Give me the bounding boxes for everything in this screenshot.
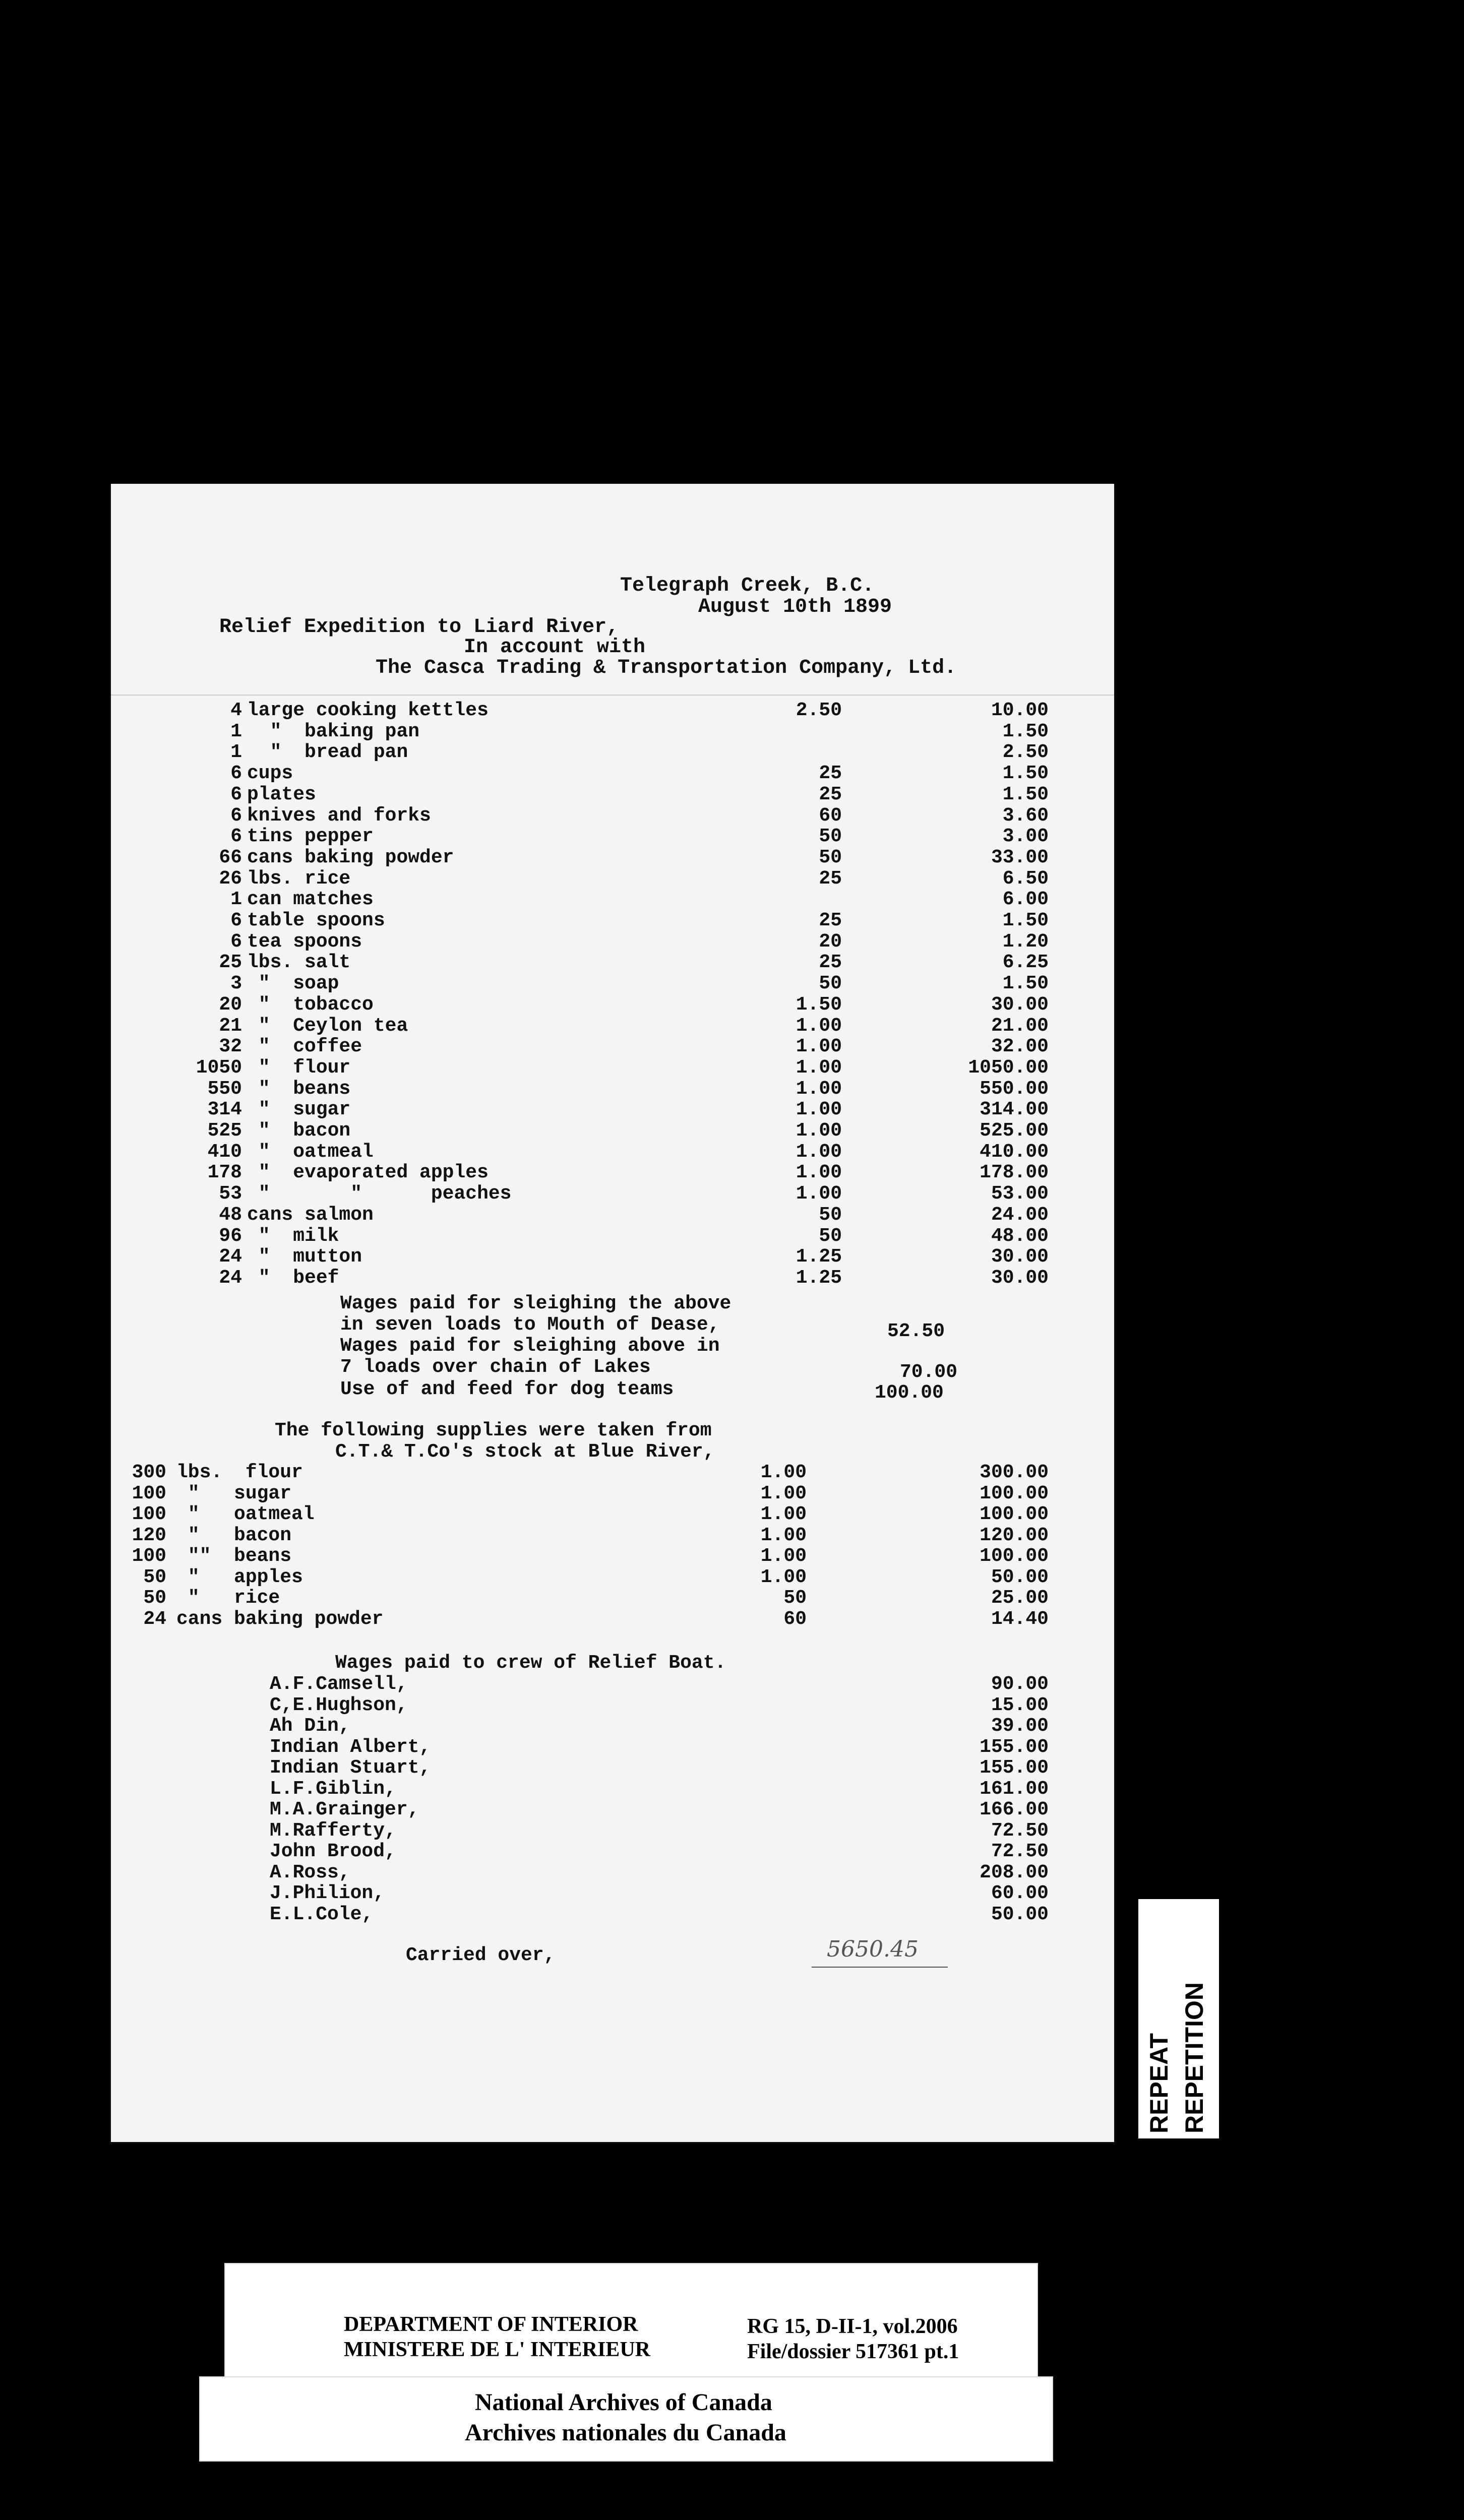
item-qty: 48 (219, 1204, 242, 1226)
list-item (111, 784, 1114, 805)
archives-en: National Archives of Canada (475, 2389, 772, 2416)
list-item (111, 1566, 1114, 1588)
crew-row (111, 1820, 1114, 1841)
crew-name: E.L.Cole, (270, 1903, 374, 1925)
item-amt: 1050.00 (968, 1056, 1049, 1079)
crew-row (111, 1799, 1114, 1820)
item-amt: 1.50 (1002, 973, 1049, 995)
list-item (111, 1141, 1114, 1162)
crew-row (111, 1694, 1114, 1716)
crew-amount: 15.00 (991, 1694, 1049, 1716)
crew-amount: 166.00 (980, 1799, 1049, 1820)
item-amt: 1.20 (1002, 930, 1049, 953)
item-desc: " sugar (176, 1482, 292, 1504)
archive-label-top (224, 2263, 1038, 2383)
item-desc: " Ceylon tea (247, 1015, 408, 1037)
crew-name: John Brood, (270, 1841, 396, 1862)
item-qty: 550 (207, 1078, 242, 1100)
item-amt: 550.00 (980, 1078, 1049, 1100)
crew-name: Indian Stuart, (270, 1757, 431, 1779)
item-desc: " apples (176, 1566, 303, 1588)
handwritten-total: 5650.45 (827, 1936, 919, 1962)
item-desc: "" beans (176, 1545, 292, 1567)
item-qty: 24 (219, 1246, 242, 1268)
crew-row (111, 1778, 1114, 1799)
item-qty: 6 (230, 910, 242, 931)
item-qty: 96 (219, 1225, 242, 1247)
item-desc: can matches (247, 889, 374, 911)
item-qty: 1 (230, 741, 242, 764)
item-amt: 525.00 (980, 1120, 1049, 1142)
list-item (111, 1503, 1114, 1525)
item-amt: 30.00 (991, 1246, 1049, 1268)
item-amt: 1.50 (1002, 910, 1049, 931)
item-desc: " bread pan (247, 741, 408, 764)
item-qty: 24 (219, 1267, 242, 1289)
item-desc: lbs. rice (247, 867, 351, 890)
list-item (111, 1204, 1114, 1225)
item-qty: 25 (219, 952, 242, 974)
item-qty: 120 (132, 1524, 166, 1546)
wages-line5: Use of and feed for dog teams (340, 1378, 674, 1400)
list-item (111, 763, 1114, 784)
item-qty: 4 (230, 700, 242, 721)
item-price: 2.50 (796, 700, 842, 721)
crew-amount: 39.00 (991, 1715, 1049, 1737)
item-desc: " evaporated apples (247, 1162, 489, 1184)
list-item (111, 741, 1114, 763)
crew-amount: 90.00 (991, 1673, 1049, 1695)
item-price: 1.00 (796, 1078, 842, 1100)
list-item (111, 1246, 1114, 1267)
item-qty: 314 (207, 1099, 242, 1121)
item-qty: 24 (143, 1608, 166, 1630)
item-amt: 6.25 (1002, 952, 1049, 974)
item-qty: 300 (132, 1462, 166, 1483)
item-price: 50 (783, 1587, 807, 1609)
wages-line1: Wages paid for sleighing the above (340, 1293, 731, 1314)
crew-amount: 72.50 (991, 1841, 1049, 1862)
item-desc: tea spoons (247, 930, 362, 953)
item-amt: 3.60 (1002, 804, 1049, 827)
item-price: 1.00 (760, 1462, 807, 1483)
wages-line4: 7 loads over chain of Lakes (340, 1356, 651, 1378)
crew-row (111, 1673, 1114, 1694)
list-item (111, 994, 1114, 1015)
crew-name: L.F.Giblin, (270, 1778, 396, 1800)
list-item (111, 1462, 1114, 1483)
item-qty: 410 (207, 1141, 242, 1163)
header-account: In account with (464, 636, 646, 659)
item-amt: 300.00 (980, 1462, 1049, 1483)
item-amt: 10.00 (991, 700, 1049, 721)
item-qty: 21 (219, 1015, 242, 1037)
list-item (111, 700, 1114, 721)
item-desc: cans salmon (247, 1204, 374, 1226)
crew-title: Wages paid to crew of Relief Boat. (335, 1652, 726, 1674)
item-desc: " soap (247, 973, 339, 995)
item-qty: 100 (132, 1545, 166, 1567)
crew-row (111, 1882, 1114, 1904)
item-desc: " rice (176, 1587, 280, 1609)
header-divider (111, 695, 1114, 696)
item-desc: " tobacco (247, 993, 374, 1016)
item-price: 1.00 (760, 1503, 807, 1525)
list-item (111, 1099, 1114, 1120)
wages-line2: in seven loads to Mouth of Dease, (340, 1314, 720, 1336)
item-price: 25 (819, 783, 842, 805)
list-item (111, 826, 1114, 847)
item-qty: 3 (230, 973, 242, 995)
header-to: Relief Expedition to Liard River, (219, 616, 619, 639)
list-item (111, 1162, 1114, 1183)
header-company: The Casca Trading & Transportation Company, Ltd. (376, 657, 957, 679)
dept-fr: MINISTERE DE L' INTERIEUR (344, 2338, 650, 2361)
item-desc: table spoons (247, 910, 385, 931)
item-price: 1.00 (796, 1099, 842, 1121)
item-desc: lbs. salt (247, 952, 351, 974)
item-qty: 32 (219, 1036, 242, 1058)
item-desc: large cooking kettles (247, 700, 489, 721)
item-desc: cans baking powder (247, 846, 454, 868)
item-amt: 100.00 (980, 1545, 1049, 1567)
item-desc: " beef (247, 1267, 339, 1289)
item-amt: 100.00 (980, 1503, 1049, 1525)
list-item (111, 931, 1114, 952)
crew-amount: 72.50 (991, 1819, 1049, 1842)
item-desc: lbs. flour (176, 1462, 303, 1483)
item-amt: 14.40 (991, 1608, 1049, 1630)
item-qty: 50 (143, 1566, 166, 1588)
item-price: 1.00 (760, 1482, 807, 1504)
wages-amount1: 52.50 (887, 1320, 945, 1342)
item-price: 1.00 (796, 1056, 842, 1079)
crew-name: M.Rafferty, (270, 1819, 396, 1842)
crew-row (111, 1862, 1114, 1883)
header-date: August 10th 1899 (698, 596, 892, 618)
list-item (111, 973, 1114, 994)
list-item (111, 1483, 1114, 1504)
item-qty: 1 (230, 720, 242, 742)
item-desc: " oatmeal (176, 1503, 315, 1525)
crew-row (111, 1736, 1114, 1757)
item-price: 1.00 (796, 1141, 842, 1163)
item-desc: " flour (247, 1056, 351, 1079)
list-item (111, 1120, 1114, 1141)
item-qty: 6 (230, 783, 242, 805)
stamp-repeat: REPEAT (1145, 2033, 1173, 2133)
item-price: 1.00 (796, 1015, 842, 1037)
item-qty: 6 (230, 826, 242, 848)
dept-en: DEPARTMENT OF INTERIOR (344, 2313, 638, 2336)
crew-name: Indian Albert, (270, 1736, 431, 1758)
crew-name: A.Ross, (270, 1861, 350, 1883)
item-amt: 32.00 (991, 1036, 1049, 1058)
item-price: 20 (819, 930, 842, 953)
item-amt: 1.50 (1002, 783, 1049, 805)
item-amt: 6.00 (1002, 889, 1049, 911)
list-item (111, 1225, 1114, 1246)
list-item (111, 1587, 1114, 1608)
item-desc: plates (247, 783, 316, 805)
item-qty: 178 (207, 1162, 242, 1184)
item-price: 1.00 (760, 1566, 807, 1588)
item-qty: 66 (219, 846, 242, 868)
crew-amount: 50.00 (991, 1903, 1049, 1925)
item-price: 25 (819, 952, 842, 974)
stamp-repetition: REPETITION (1180, 1982, 1208, 2133)
item-amt: 30.00 (991, 1267, 1049, 1289)
item-desc: cups (247, 763, 293, 785)
crew-amount: 155.00 (980, 1736, 1049, 1758)
list-item (111, 721, 1114, 742)
item-qty: 525 (207, 1120, 242, 1142)
item-desc: " mutton (247, 1246, 362, 1268)
list-item (111, 805, 1114, 826)
wages-line3: Wages paid for sleighing above in (340, 1335, 720, 1357)
wages-amount2: 70.00 (900, 1361, 958, 1383)
list-item (111, 952, 1114, 973)
list-item (111, 1183, 1114, 1204)
blue-river-intro2: C.T.& T.Co's stock at Blue River, (335, 1441, 715, 1463)
crew-name: M.A.Grainger, (270, 1799, 419, 1820)
list-item (111, 868, 1114, 889)
item-qty: 53 (219, 1183, 242, 1205)
item-amt: 178.00 (980, 1162, 1049, 1184)
crew-amount: 161.00 (980, 1778, 1049, 1800)
list-item (111, 1608, 1114, 1629)
crew-amount: 60.00 (991, 1882, 1049, 1904)
item-price: 1.25 (796, 1267, 842, 1289)
list-item (111, 889, 1114, 910)
document-page (111, 484, 1114, 2142)
list-item (111, 1267, 1114, 1288)
item-qty: 6 (230, 930, 242, 953)
item-amt: 24.00 (991, 1204, 1049, 1226)
item-desc: knives and forks (247, 804, 431, 827)
item-desc: " " peaches (247, 1183, 512, 1205)
crew-row (111, 1841, 1114, 1862)
item-price: 50 (819, 826, 842, 848)
item-qty: 1 (230, 889, 242, 911)
archive-label-bottom (199, 2376, 1053, 2462)
crew-row (111, 1757, 1114, 1778)
crew-name: J.Philion, (270, 1882, 385, 1904)
item-price: 50 (819, 846, 842, 868)
item-amt: 53.00 (991, 1183, 1049, 1205)
crew-name: Ah Din, (270, 1715, 350, 1737)
item-desc: " beans (247, 1078, 351, 1100)
item-qty: 1050 (196, 1056, 242, 1079)
item-desc: " bacon (247, 1120, 351, 1142)
item-amt: 33.00 (991, 846, 1049, 868)
item-qty: 100 (132, 1503, 166, 1525)
item-price: 1.00 (760, 1524, 807, 1546)
crew-amount: 208.00 (980, 1861, 1049, 1883)
item-amt: 1.50 (1002, 763, 1049, 785)
item-price: 1.00 (796, 1036, 842, 1058)
item-qty: 20 (219, 993, 242, 1016)
item-price: 1.25 (796, 1246, 842, 1268)
item-amt: 314.00 (980, 1099, 1049, 1121)
list-item (111, 1545, 1114, 1566)
crew-name: C,E.Hughson, (270, 1694, 408, 1716)
item-amt: 25.00 (991, 1587, 1049, 1609)
crew-row (111, 1904, 1114, 1925)
item-amt: 410.00 (980, 1141, 1049, 1163)
item-amt: 21.00 (991, 1015, 1049, 1037)
item-amt: 30.00 (991, 993, 1049, 1016)
item-amt: 6.50 (1002, 867, 1049, 890)
carried-over-label: Carried over, (406, 1944, 556, 1966)
archives-fr: Archives nationales du Canada (465, 2419, 786, 2446)
wages-amount3: 100.00 (875, 1382, 944, 1404)
list-item (111, 847, 1114, 868)
header-place: Telegraph Creek, B.C. (620, 575, 875, 597)
repeat-stamp (1137, 1898, 1221, 2140)
item-desc: tins pepper (247, 826, 374, 848)
item-amt: 100.00 (980, 1482, 1049, 1504)
item-amt: 48.00 (991, 1225, 1049, 1247)
list-item (111, 1525, 1114, 1546)
item-amt: 2.50 (1002, 741, 1049, 764)
crew-amount: 155.00 (980, 1757, 1049, 1779)
archive-ref1: RG 15, D-II-1, vol.2006 (747, 2315, 958, 2338)
list-item (111, 910, 1114, 931)
item-price: 50 (819, 973, 842, 995)
item-desc: cans baking powder (176, 1608, 384, 1630)
item-qty: 100 (132, 1482, 166, 1504)
item-price: 60 (819, 804, 842, 827)
list-item (111, 1057, 1114, 1078)
blue-river-intro1: The following supplies were taken from (275, 1420, 712, 1441)
item-price: 1.00 (796, 1162, 842, 1184)
item-price: 60 (783, 1608, 807, 1630)
list-item (111, 1015, 1114, 1036)
item-desc: " baking pan (247, 720, 420, 742)
archive-ref2: File/dossier 517361 pt.1 (747, 2340, 959, 2363)
item-amt: 1.50 (1002, 720, 1049, 742)
item-desc: " bacon (176, 1524, 292, 1546)
item-price: 50 (819, 1204, 842, 1226)
item-desc: " milk (247, 1225, 339, 1247)
item-qty: 6 (230, 804, 242, 827)
total-underline (812, 1967, 948, 1968)
item-desc: " sugar (247, 1099, 351, 1121)
item-qty: 6 (230, 763, 242, 785)
crew-row (111, 1715, 1114, 1736)
item-price: 1.00 (760, 1545, 807, 1567)
item-desc: " oatmeal (247, 1141, 374, 1163)
item-qty: 26 (219, 867, 242, 890)
item-desc: " coffee (247, 1036, 362, 1058)
item-price: 25 (819, 867, 842, 890)
item-price: 1.00 (796, 1120, 842, 1142)
item-amt: 120.00 (980, 1524, 1049, 1546)
item-price: 1.50 (796, 993, 842, 1016)
list-item (111, 1078, 1114, 1099)
list-item (111, 1036, 1114, 1057)
item-amt: 3.00 (1002, 826, 1049, 848)
crew-name: A.F.Camsell, (270, 1673, 408, 1695)
item-amt: 50.00 (991, 1566, 1049, 1588)
item-price: 25 (819, 910, 842, 931)
item-price: 1.00 (796, 1183, 842, 1205)
item-qty: 50 (143, 1587, 166, 1609)
item-price: 50 (819, 1225, 842, 1247)
item-price: 25 (819, 763, 842, 785)
